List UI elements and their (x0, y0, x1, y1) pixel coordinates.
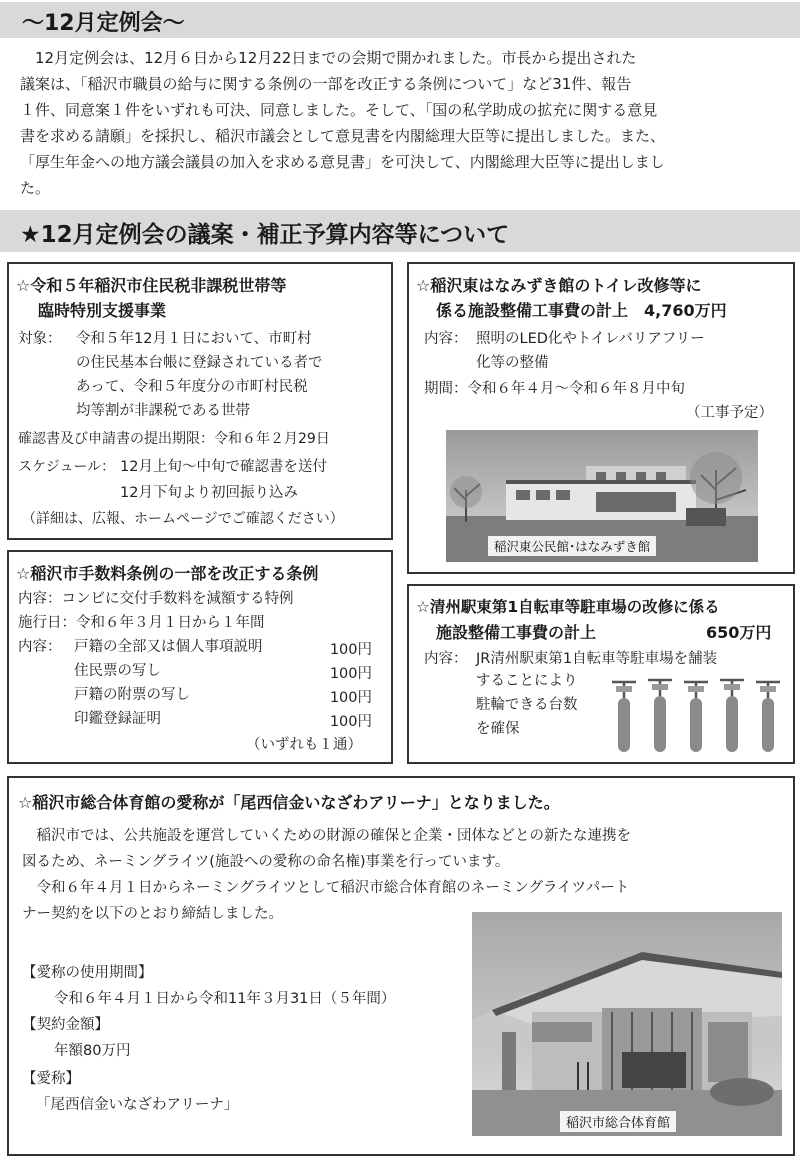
box-title: ☆稲沢市総合体育館の愛称が「尾西信金いなざわアリーナ」となりました。 (18, 793, 560, 812)
amount-heading: 【契約金額】 (22, 1017, 109, 1033)
arena-paragraph: 稲沢市では、公共施設を運営していくための財源の確保と企業・団体などとの新たな連携を (22, 828, 631, 844)
nickname-heading: 【愛称】 (22, 1071, 80, 1087)
target-text: あって、令和５年度分の市町村民税 (76, 379, 308, 395)
gymnasium-photo (472, 912, 782, 1136)
schedule-text: 12月下旬より初回振り込み (120, 485, 298, 501)
fee-item-amount: 100円 (329, 666, 372, 682)
schedule-text: 12月上旬～中旬で確認書を送付 (120, 459, 327, 475)
content-text: 化等の整備 (476, 355, 549, 371)
nickname-value: 「尾西信金いなざわアリーナ」 (36, 1097, 239, 1113)
period-value: 令和６年４月１日から令和11年３月31日（５年間） (54, 991, 396, 1007)
section-title: ★12月定例会の議案・補正予算内容等について (20, 222, 510, 248)
section-header-bills (0, 210, 800, 252)
content-text: JR清州駅東第1自転車等駐車場を舗装 (476, 651, 718, 667)
amount-value: 年額80万円 (54, 1043, 131, 1059)
content-text: 照明のLED化やトイレバリアフリー (476, 331, 705, 347)
photo-caption: 稲沢市総合体育館 (560, 1111, 676, 1132)
hanamizuki-hall-photo (446, 430, 758, 562)
period-heading: 【愛称の使用期間】 (22, 965, 153, 981)
intro-line: 12月定例会は、12月６日から12月22日までの会期で開かれました。市長から提出された (20, 49, 637, 67)
box-title: 臨時特別支援事業 (38, 301, 167, 320)
section-header-december-session (0, 2, 800, 38)
content-label: 内容： (424, 331, 468, 347)
arena-paragraph: 令和６年４月１日からネーミングライツとして稲沢市総合体育館のネーミングライツパート (22, 880, 630, 896)
content-label: 内容： (424, 651, 468, 667)
fee-item-name: 住民票の写し (74, 663, 161, 679)
arena-paragraph: 図るため、ネーミングライツ(施設への愛称の命名権)事業を行っています。 (22, 854, 510, 870)
schedule-label: スケジュール： (18, 459, 116, 475)
box-title: 係る施設整備工事費の計上 4,760万円 (436, 301, 727, 320)
deadline-text: 確認書及び申請書の提出期限：令和６年２月29日 (18, 431, 330, 447)
arena-paragraph: ナー契約を以下のとおり締結しました。 (22, 906, 283, 922)
box-title: ☆令和５年稲沢市住民税非課税世帯等 (16, 276, 287, 295)
content-text: 内容：コンビに交付手数料を減額する特例 (18, 591, 294, 607)
items-label: 内容： (18, 639, 62, 655)
period-text: 期間：令和６年４月～令和６年８月中旬 (424, 381, 685, 397)
target-text: 令和５年12月１日において、市町村 (76, 331, 312, 347)
fee-item-amount: 100円 (329, 714, 372, 730)
fee-item-amount: 100円 (329, 642, 372, 658)
box-title: ☆稲沢東はなみずき館のトイレ改修等に (416, 276, 702, 295)
effective-date: 施行日：令和６年３月１日から１年間 (18, 615, 265, 631)
photo-caption: 稲沢東公民館･はなみずき館 (488, 536, 656, 556)
content-text: を確保 (476, 721, 520, 737)
intro-line: 「厚生年金への地方議会議員の加入を求める意見書」を可決して、内閣総理大臣等に提出しまし (20, 153, 665, 171)
target-text: の住民基本台帳に登録されている者で (76, 355, 323, 371)
intro-line: 議案は、「稲沢市職員の給与に関する条例の一部を改正する条例について」など31件、報告 (20, 75, 632, 93)
fee-item-amount: 100円 (329, 690, 372, 706)
intro-line: た。 (20, 179, 51, 197)
target-text: 均等割が非課税である世帯 (76, 403, 250, 419)
period-note: （工事予定） (686, 405, 773, 421)
content-text: することにより (476, 673, 578, 689)
box-title: ☆稲沢市手数料条例の一部を改正する条例 (16, 564, 319, 583)
fee-item-name: 戸籍の全部又は個人事項説明 (74, 639, 263, 655)
box-title: 施設整備工事費の計上 (436, 623, 597, 642)
intro-line: 書を求める請願」を採択し、稲沢市議会として意見書を内閣総理大臣等に提出しました。また、 (20, 127, 666, 145)
fee-item-name: 印鑑登録証明 (74, 711, 161, 727)
fee-note: （いずれも１通） (246, 737, 362, 753)
section-title: ～12月定例会～ (22, 11, 185, 36)
budget-amount: 650万円 (706, 623, 772, 642)
bicycle-rack-illustration (612, 672, 788, 754)
target-label: 対象： (18, 331, 62, 347)
intro-line: １件、同意案１件をいずれも可決、同意しました。そして、「国の私学助成の拡充に関する意見 (20, 101, 658, 119)
content-text: 駐輪できる台数 (476, 697, 578, 713)
fee-item-name: 戸籍の附票の写し (74, 687, 190, 703)
details-note: （詳細は、広報、ホームページでご確認ください） (22, 511, 344, 527)
box-title: ☆清州駅東第1自転車等駐車場の改修に係る (416, 598, 720, 616)
